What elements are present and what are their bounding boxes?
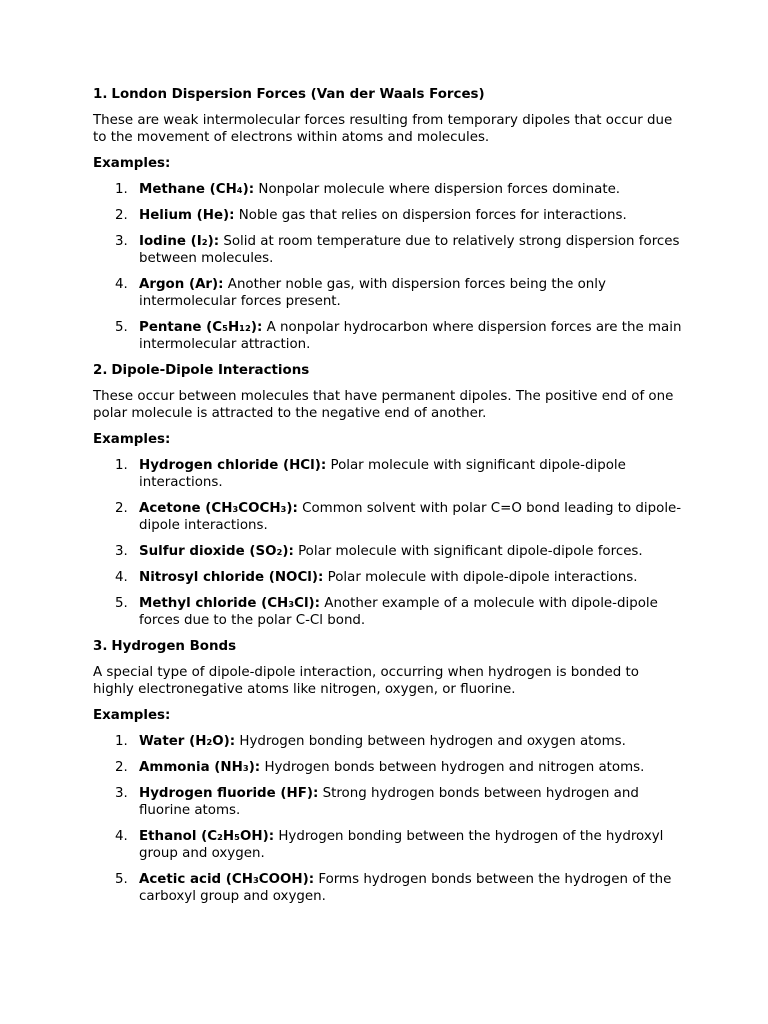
example-text: Hydrogen bonds between hydrogen and nitrogen atoms. <box>264 760 645 775</box>
section-description: These are weak intermolecular forces resulting from temporary dipoles that occur due to the movement of electrons within atoms and molecules. <box>93 113 673 145</box>
example-text: Solid at room temperature due to relatively strong dispersion forces between molecules. <box>139 234 680 266</box>
example-term: Argon (Ar): <box>139 277 224 292</box>
example-text: Nonpolar molecule where dispersion forces dominate. <box>258 182 621 197</box>
list-item <box>93 785 683 819</box>
section-title: London Dispersion Forces (Van der Waals Forces) <box>111 87 485 102</box>
example-term: Hydrogen fluoride (HF): <box>139 786 319 801</box>
list-item <box>93 828 683 862</box>
example-text: Polar molecule with dipole-dipole interactions. <box>327 570 638 585</box>
section-title: Dipole-Dipole Interactions <box>111 363 310 378</box>
list-marker: 3. <box>115 786 128 801</box>
section-heading <box>93 86 683 103</box>
list-marker: 1. <box>115 458 128 473</box>
list-marker: 4. <box>115 277 128 292</box>
list-item <box>93 181 683 198</box>
example-term: Methane (CH₄): <box>139 182 255 197</box>
examples-label: Examples: <box>93 432 171 447</box>
example-text: Forms hydrogen bonds between the hydrogen of the carboxyl group and oxygen. <box>139 872 672 904</box>
example-text: Common solvent with polar C=O bond leading to dipole-dipole interactions. <box>139 501 682 533</box>
examples-label: Examples: <box>93 708 171 723</box>
list-marker: 1. <box>115 182 128 197</box>
example-term: Ammonia (NH₃): <box>139 760 261 775</box>
section-heading <box>93 638 683 655</box>
example-text: Polar molecule with significant dipole-dipole interactions. <box>139 458 626 490</box>
list-item <box>93 543 683 560</box>
examples-list <box>93 457 683 629</box>
example-text: Hydrogen bonding between the hydrogen of the hydroxyl group and oxygen. <box>139 829 664 861</box>
list-item <box>93 319 683 353</box>
example-term: Iodine (I₂): <box>139 234 220 249</box>
list-item <box>93 733 683 750</box>
list-marker: 2. <box>115 208 128 223</box>
list-item <box>93 595 683 629</box>
example-term: Acetone (CH₃COCH₃): <box>139 501 298 516</box>
list-item <box>93 500 683 534</box>
list-marker: 2. <box>115 760 128 775</box>
example-term: Pentane (C₅H₁₂): <box>139 320 263 335</box>
document-content <box>93 86 683 914</box>
list-item <box>93 233 683 267</box>
list-item <box>93 759 683 776</box>
example-term: Sulfur dioxide (SO₂): <box>139 544 294 559</box>
list-item <box>93 457 683 491</box>
section-title: Hydrogen Bonds <box>111 639 237 654</box>
list-marker: 3. <box>115 234 128 249</box>
examples-label: Examples: <box>93 156 171 171</box>
list-item <box>93 569 683 586</box>
example-term: Acetic acid (CH₃COOH): <box>139 872 315 887</box>
example-term: Hydrogen chloride (HCl): <box>139 458 327 473</box>
example-text: Hydrogen bonding between hydrogen and oxygen atoms. <box>239 734 626 749</box>
section-description: These occur between molecules that have permanent dipoles. The positive end of one polar molecule is attracted to the negative end of another. <box>93 389 674 421</box>
list-marker: 3. <box>115 544 128 559</box>
example-text: A nonpolar hydrocarbon where dispersion forces are the main intermolecular attraction. <box>139 320 682 352</box>
examples-list <box>93 181 683 353</box>
list-marker: 1. <box>115 734 128 749</box>
list-item <box>93 276 683 310</box>
example-term: Ethanol (C₂H₅OH): <box>139 829 275 844</box>
list-marker: 5. <box>115 320 128 335</box>
list-marker: 5. <box>115 872 128 887</box>
section-number: 2. <box>93 363 108 378</box>
section-heading <box>93 362 683 379</box>
section-number: 1. <box>93 87 108 102</box>
list-marker: 5. <box>115 596 128 611</box>
list-item <box>93 871 683 905</box>
example-term: Water (H₂O): <box>139 734 236 749</box>
example-term: Methyl chloride (CH₃Cl): <box>139 596 321 611</box>
section-hydrogen-bonds <box>93 638 683 905</box>
example-text: Noble gas that relies on dispersion forces for interactions. <box>238 208 627 223</box>
section-london-dispersion <box>93 86 683 353</box>
list-item <box>93 207 683 224</box>
example-text: Another noble gas, with dispersion forces being the only intermolecular forces present. <box>139 277 606 309</box>
example-text: Polar molecule with significant dipole-dipole forces. <box>298 544 643 559</box>
example-text: Another example of a molecule with dipole-dipole forces due to the polar C-Cl bond. <box>139 596 658 628</box>
section-description: A special type of dipole-dipole interaction, occurring when hydrogen is bonded to highly electronegative atoms like nitrogen, oxygen, or fluorine. <box>93 665 639 697</box>
section-dipole-dipole <box>93 362 683 629</box>
section-number: 3. <box>93 639 108 654</box>
example-text: Strong hydrogen bonds between hydrogen and fluorine atoms. <box>139 786 639 818</box>
examples-list <box>93 733 683 905</box>
list-marker: 4. <box>115 829 128 844</box>
example-term: Nitrosyl chloride (NOCl): <box>139 570 324 585</box>
list-marker: 2. <box>115 501 128 516</box>
list-marker: 4. <box>115 570 128 585</box>
example-term: Helium (He): <box>139 208 235 223</box>
